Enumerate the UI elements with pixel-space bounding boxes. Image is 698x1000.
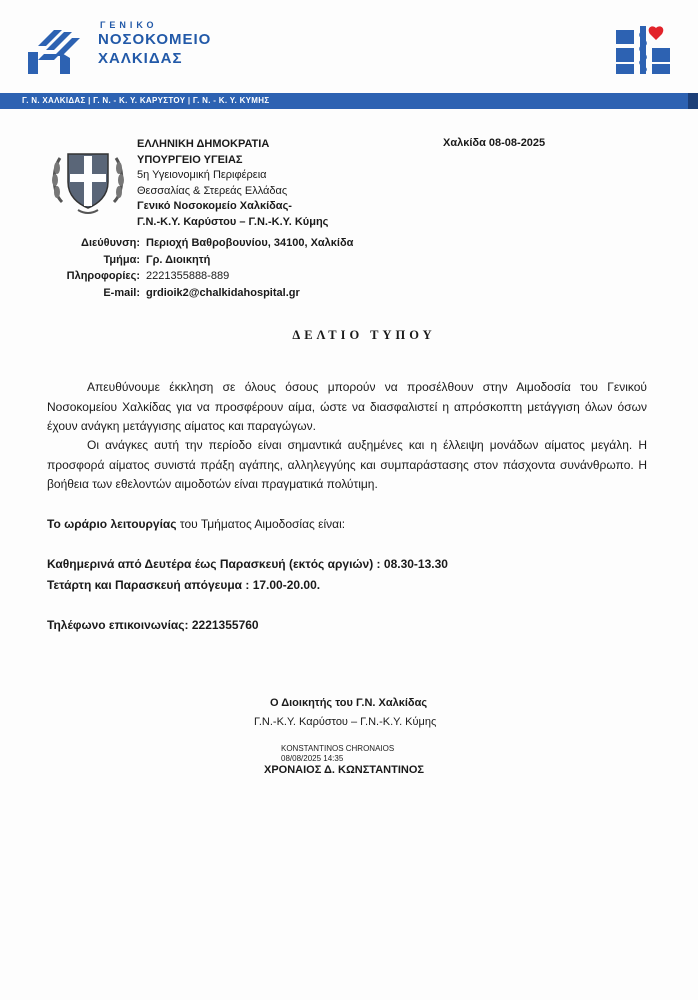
hospital-logo-text [98,20,211,68]
info-value: 2221355888-889 [146,270,230,282]
body-paragraph-2: Οι ανάγκες αυτή την περίοδο είναι σημαντικά αυξημένες και η έλλειψη μονάδων αίματος μεγάλη. Η προσφορά αίματος συνιστά πράξη αγάπης, αλληλεγγύης και συμπαράστασης στον πάσχοντα συνάνθρωπο. Η βοήθεια των εθελοντών αιμοδοτών είναι πραγματικά πολύτιμη. [47,438,647,491]
hospital-units-banner: Γ. Ν. ΧΑΛΚΙΔΑΣ | Γ. Ν. - Κ. Υ. ΚΑΡΥΣΤΟΥ | Γ. Ν. - Κ. Υ. ΚΥΜΗΣ [0,93,698,109]
logo-line-2: ΧΑΛΚΙΔΑΣ [98,50,183,67]
department-label: Τμήμα: [103,253,140,266]
signatory-role: Ο Διοικητής του Γ.Ν. Χαλκίδας [270,697,428,709]
hours-intro [47,517,345,531]
org-line-units: Γ.Ν.-Κ.Υ. Καρύστου – Γ.Ν.-Κ.Υ. Κύμης [137,215,329,228]
org-line-ministry: ΥΠΟΥΡΓΕΙΟ ΥΓΕΙΑΣ [137,153,243,166]
body-paragraph-1: Απευθύνουμε έκκληση σε όλους όσους μπορούν να προσέλθουν στην Αιμοδοσία του Γενικού Νοσοκομείου Χαλκίδας για να προσφέρουν αίμα, ώστε να διασφαλιστεί η απρόσκοπτη μετάγγιση όλων όσων έχουν ανάγκη μετάγγισης αίματος και παραγώγων. [47,380,647,433]
contact-labels [67,235,140,301]
org-line-republic: ΕΛΛΗΝΙΚΗ ΔΗΜΟΚΡΑΤΙΑ [137,138,270,150]
banner-edge [688,93,698,109]
digital-signature-date: 08/08/2025 14:35 [281,754,344,763]
hours-intro-bold: Το ωράριο λειτουργίας [47,517,177,531]
digital-signature-name: KONSTANTINOS CHRONAIOS [281,744,395,753]
signatory-units: Γ.Ν.-Κ.Υ. Καρύστου – Γ.Ν.-Κ.Υ. Κύμης [254,716,437,728]
medical-cross-icon [612,22,674,78]
department-value: Γρ. Διοικητή [146,253,211,266]
address-value: Περιοχή Βαθροβουνίου, 34100, Χαλκίδα [146,237,354,249]
info-label: Πληροφορίες: [66,270,140,282]
press-release-title [0,328,698,343]
hours-intro-rest: του Τμήματος Αιμοδοσίας είναι: [176,517,346,531]
org-line-hospital: Γενικό Νοσοκομείο Χαλκίδας- [137,200,292,212]
org-line-region-2: Θεσσαλίας & Στερεάς Ελλάδας [137,184,288,197]
contact-phone: Τηλέφωνο επικοινωνίας: 2221355760 [47,618,259,632]
email-label: E-mail: [103,286,140,299]
logo-line-1: ΝΟΣΟΚΟΜΕΙΟ [98,31,212,48]
org-line-region: 5η Υγειονομική Περιφέρεια [137,169,267,181]
signatory-name: ΧΡΟΝΑΙΟΣ Δ. ΚΩΝΣΤΑΝΤΙΝΟΣ [264,764,424,776]
contact-values [146,235,353,301]
greek-coat-of-arms-icon [48,142,128,218]
hours-afternoons: Τετάρτη και Παρασκευή απόγευμα : 17.00-20.00. [47,578,321,592]
address-label: Διεύθυνση: [81,237,140,249]
email-value[interactable]: grdioik2@chalkidahospital.gr [146,286,300,299]
logo-small-text: ΓΕΝΙΚΟ [100,20,158,30]
organization-block [137,137,328,230]
hospital-logo-icon [24,22,86,78]
hours-weekdays: Καθημερινά από Δευτέρα έως Παρασκευή (εκτός αργιών) : 08.30-13.30 [47,557,448,571]
document-date: Χαλκίδα 08-08-2025 [443,137,546,149]
title-text: ΔΕΛΤΙΟ ΤΥΠΟΥ [292,328,436,342]
